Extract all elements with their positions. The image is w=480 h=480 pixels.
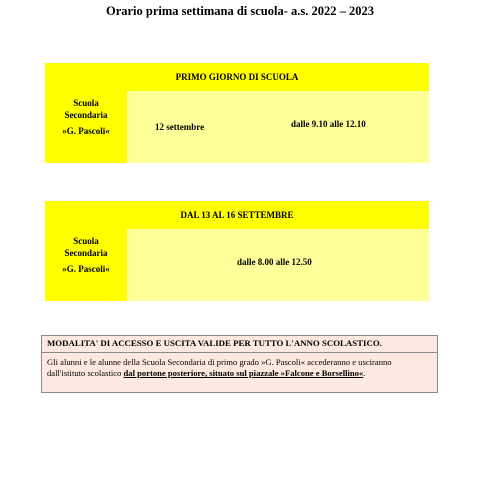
first-day-details-cell	[127, 91, 429, 163]
first-day-header: PRIMO GIORNO DI SCUOLA	[45, 63, 429, 91]
access-notice-box	[41, 335, 438, 393]
first-day-time: dalle 9.10 alle 12.10	[291, 119, 366, 129]
notice-text-pre: Gli alunni e le alunne della Scuola Secondaria di primo grado »G. Pascoli« accederanno e usciranno dall'istituto scolastico	[47, 356, 392, 378]
school-name: »G. Pascoli«	[62, 126, 110, 136]
first-day-row	[45, 91, 429, 163]
page-title: Orario prima settimana di scuola- a.s. 2022 – 2023	[105, 4, 375, 18]
school-name: »G. Pascoli«	[62, 264, 110, 274]
week-table	[45, 201, 429, 301]
school-line-2: Secondaria	[64, 248, 108, 258]
notice-text-post: .	[363, 368, 366, 378]
week-header: DAL 13 AL 16 SETTEMBRE	[45, 201, 429, 229]
school-line-1: Scuola	[73, 98, 99, 108]
school-line-2: Secondaria	[64, 110, 108, 120]
notice-title: MODALITA' DI ACCESSO E USCITA VALIDE PER TUTTO L'ANNO SCOLASTICO.	[42, 338, 437, 353]
school-line-1: Scuola	[73, 236, 99, 246]
notice-text-emphasis: dal portone posteriore, situato sul piazzale »Falcone e Borsellino«	[123, 368, 364, 378]
notice-text	[47, 357, 432, 380]
week-school-cell	[45, 229, 127, 301]
first-day-date: 12 settembre	[155, 122, 205, 132]
week-time: dalle 8.00 alle 12.50	[237, 257, 312, 267]
first-day-school-cell	[45, 91, 127, 163]
week-row	[45, 229, 429, 301]
week-details-cell	[127, 229, 429, 301]
first-day-table	[45, 63, 429, 163]
